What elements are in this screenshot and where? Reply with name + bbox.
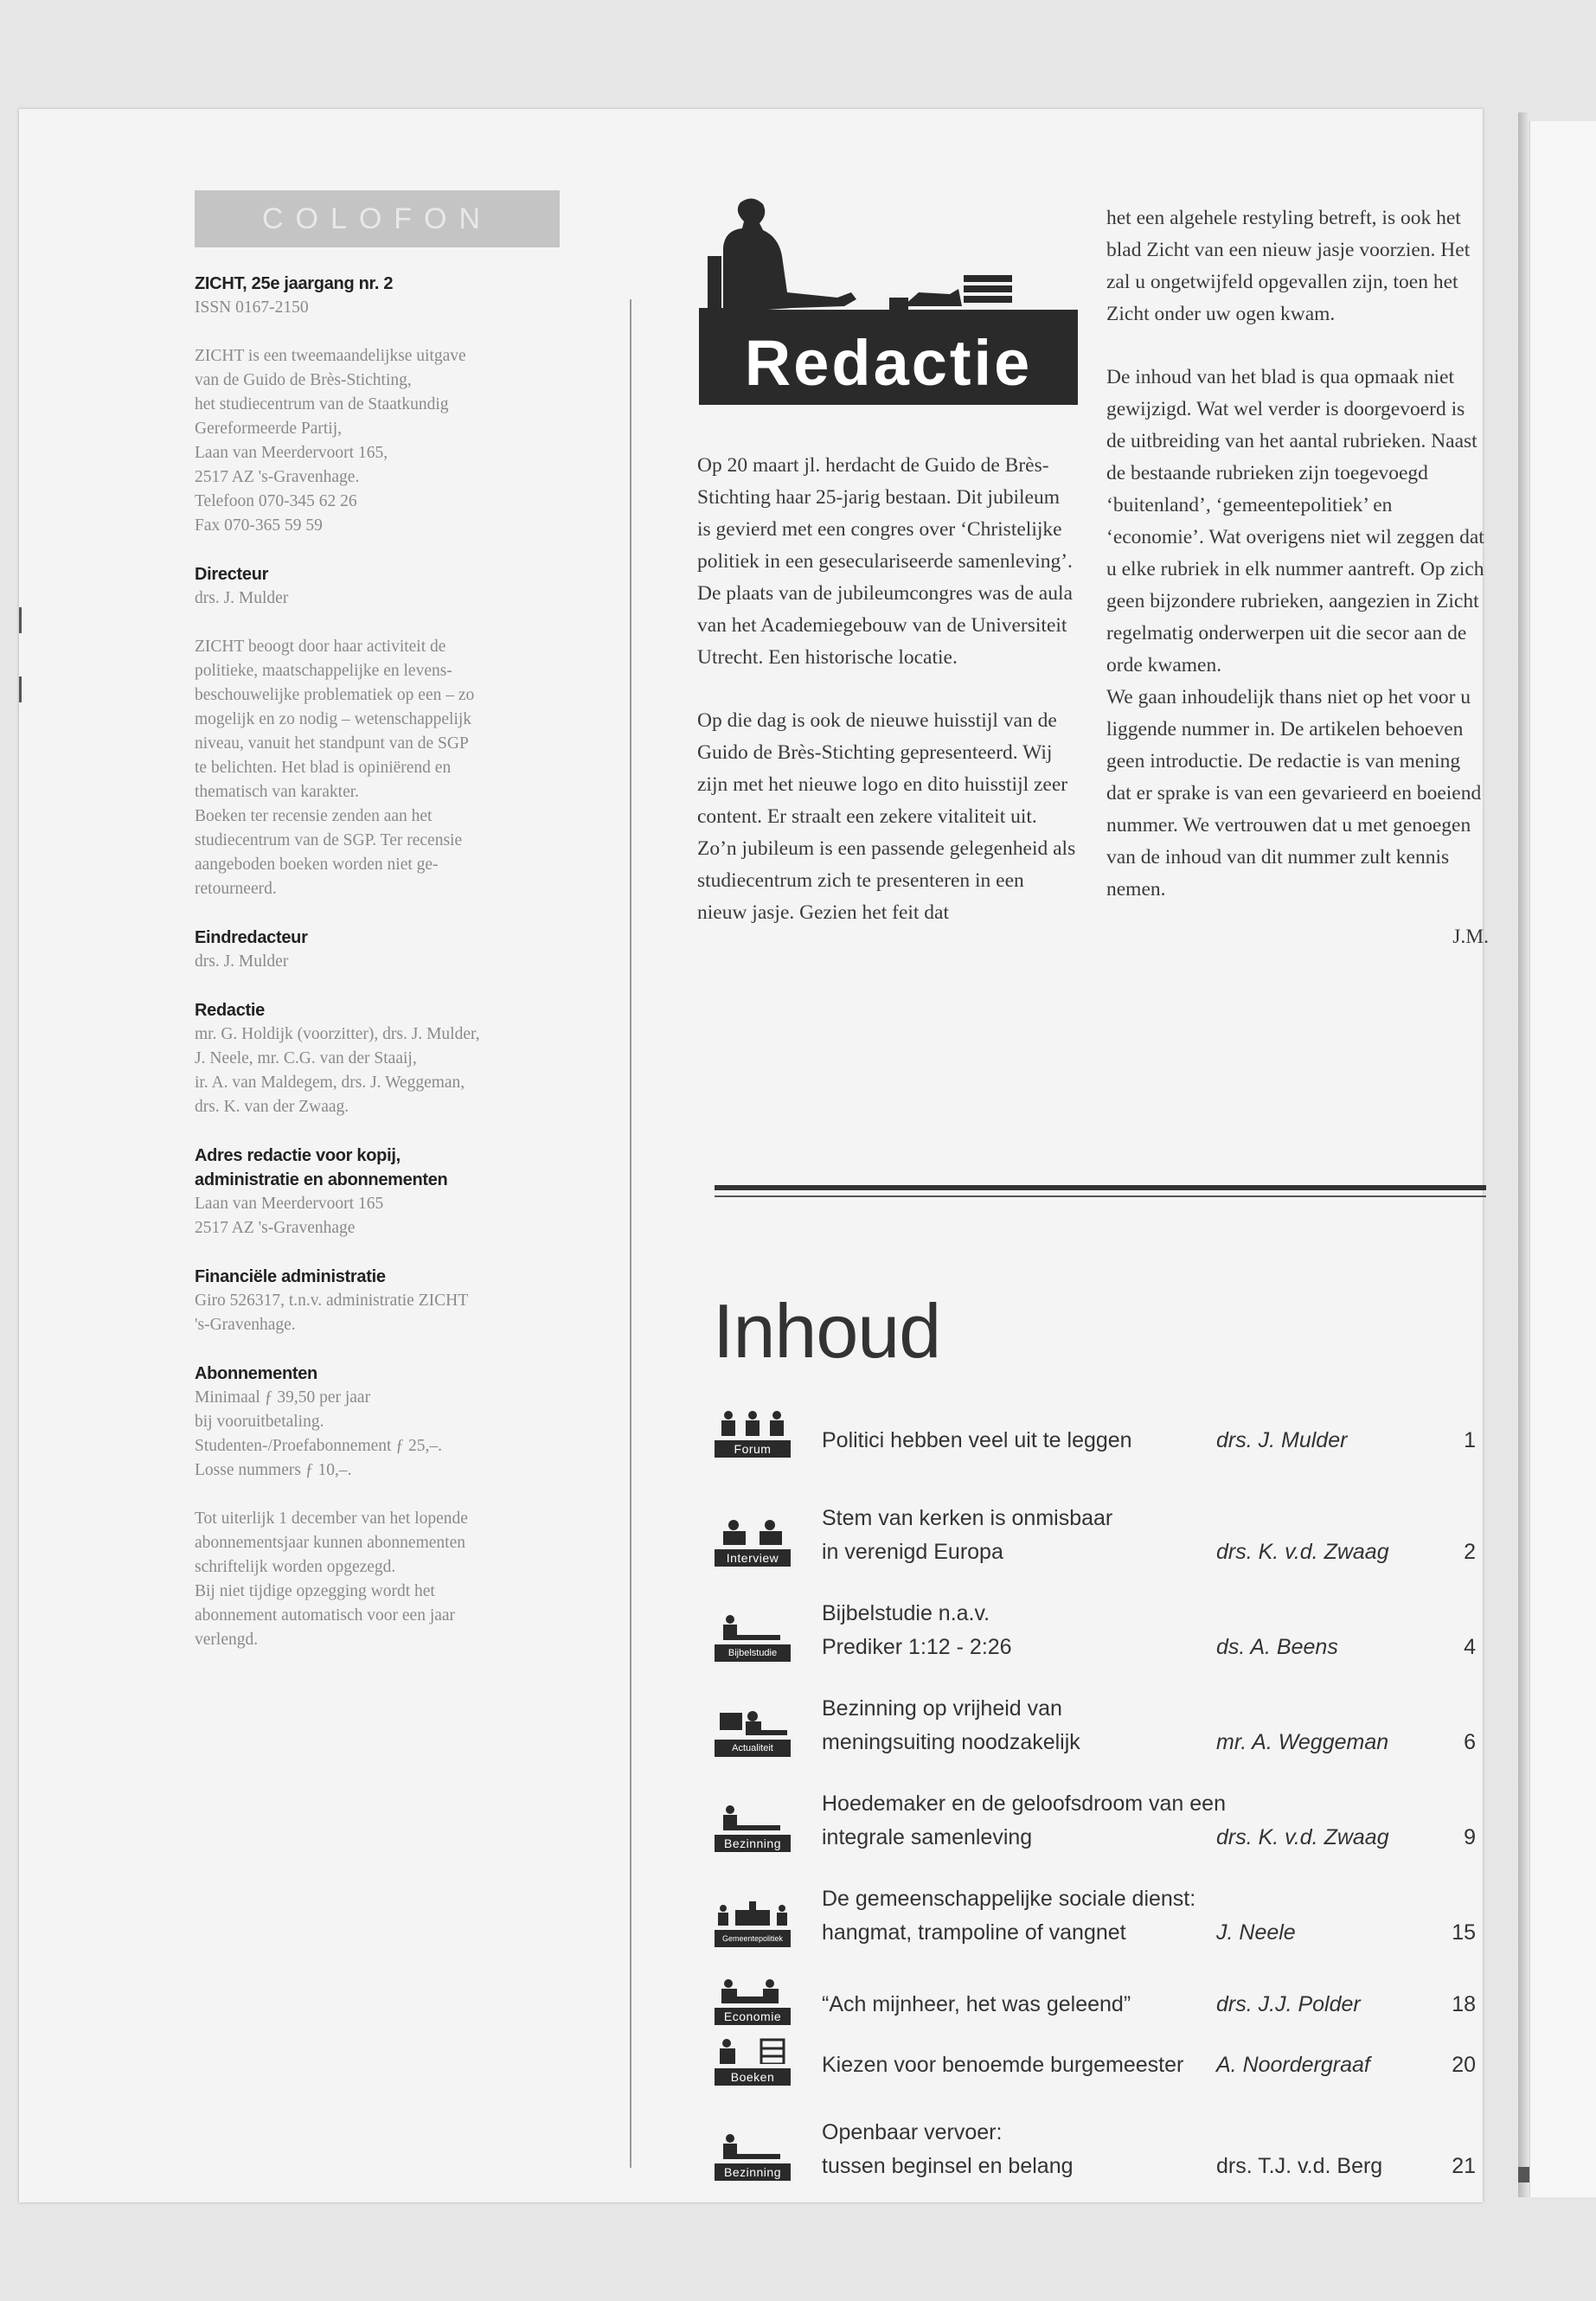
- toc-title-line1: Bezinning op vrijheid van: [822, 1696, 1062, 1721]
- column-divider: [630, 299, 631, 2168]
- adres-value: Laan van Meerdervoort 165 2517 AZ 's-Gravenhage: [195, 1195, 384, 1237]
- financieel-label: Financiële administratie: [195, 1267, 386, 1286]
- newspaper-reader-icon: [715, 1709, 791, 1735]
- toc-page-number: 18: [1452, 1992, 1476, 2016]
- rubric-badge: [715, 1614, 791, 1662]
- redactie-logo-text: Redactie: [699, 322, 1078, 405]
- rubric-badge: [715, 1519, 791, 1567]
- colofon-issn: ISSN 0167-2150: [195, 298, 309, 317]
- toc-title-line2: in verenigd Europa: [822, 1540, 1003, 1564]
- eindredacteur-value: drs. J. Mulder: [195, 952, 289, 971]
- toc-title-line1: Openbaar vervoer:: [822, 2120, 1003, 2144]
- colofon-column: [195, 190, 584, 1652]
- opzegging-text: Tot uiterlijk 1 december van het lopende abonnementsjaar kunnen abonnementen schriftelijk worden opgezegd. Bij niet tijdige opzegging wordt het abonnement automatisch voor een jaar verlengd.: [195, 1509, 468, 1649]
- editorial-signature: J.M.: [1452, 926, 1489, 948]
- rubric-label: Bezinning: [715, 2163, 791, 2181]
- rubric-badge: [715, 2133, 791, 2181]
- eindredacteur-label: Eindredacteur: [195, 928, 308, 947]
- toc-title-line1: “Ach mijnheer, het was geleend”: [822, 1992, 1131, 2016]
- toc-title-line1: Kiezen voor benoemde burgemeester: [822, 2053, 1184, 2077]
- rubric-label: Forum: [715, 1440, 791, 1458]
- margin-mark: [19, 607, 22, 633]
- toc-author: drs. K. v.d. Zwaag: [1216, 1540, 1389, 1564]
- toc-page-number: 6: [1464, 1730, 1476, 1754]
- toc-title-line1: Hoedemaker en de geloofsdroom van een: [822, 1791, 1226, 1816]
- toc-page-number: 1: [1464, 1428, 1476, 1452]
- magazine-page: [19, 109, 1489, 2202]
- colofon-title: ZICHT, 25e jaargang nr. 2: [195, 274, 394, 293]
- rubric-label: Gemeentepolitiek: [715, 1930, 791, 1947]
- toc-author: drs. T.J. v.d. Berg: [1216, 2154, 1383, 2178]
- directeur-value: drs. J. Mulder: [195, 589, 289, 607]
- toc-author: drs. K. v.d. Zwaag: [1216, 1825, 1389, 1849]
- toc-author: drs. J. Mulder: [1216, 1428, 1348, 1452]
- toc-author: ds. A. Beens: [1216, 1635, 1338, 1659]
- financieel-value: Giro 526317, t.n.v. administratie ZICHT 's-Gravenhage.: [195, 1292, 469, 1334]
- colofon-header: COLOFON: [195, 190, 560, 247]
- toc-author: drs. J.J. Polder: [1216, 1992, 1361, 2016]
- rubric-badge: [715, 1977, 791, 2025]
- forum-people-icon: [715, 1410, 791, 1436]
- desk-figure-icon: [699, 195, 1078, 325]
- toc-author: A. Noordergraaf: [1216, 2053, 1370, 2077]
- economy-figures-icon: [715, 1977, 791, 2003]
- editorial-paragraph-3: het een algehele restyling betreft, is ook het blad Zicht van een nieuw jasje voorzien. Het zal u ongetwijfeld opgevallen zijn, toen het Zicht onder uw ogen kwam.: [1106, 207, 1471, 325]
- margin-mark: [19, 676, 22, 702]
- toc-author: mr. A. Weggeman: [1216, 1730, 1389, 1754]
- directeur-label: Directeur: [195, 565, 269, 584]
- rubric-badge: [715, 1804, 791, 1852]
- toc-title-line1: Bijbelstudie n.a.v.: [822, 1601, 990, 1625]
- toc-title-line2: hangmat, trampoline of vangnet: [822, 1920, 1126, 1945]
- toc-page-number: 15: [1452, 1920, 1476, 1945]
- redactie-label: Redactie: [195, 1001, 265, 1020]
- inhoud-title: Inhoud: [713, 1288, 941, 1374]
- toc-title-line1: De gemeenschappelijke sociale dienst:: [822, 1887, 1196, 1911]
- editorial-column-left: [697, 450, 1078, 929]
- next-page-edge: [1529, 121, 1596, 2197]
- toc-title-line1: Stem van kerken is onmisbaar: [822, 1506, 1113, 1530]
- rubric-label: Bezinning: [715, 1835, 791, 1852]
- rubric-badge: [715, 1410, 791, 1458]
- thinker-icon: [715, 2133, 791, 2159]
- colofon-about: ZICHT beoogt door haar activiteit de politieke, maatschappelijke en levens- beschouwelijke problematiek op een – zo mogelijk en zo nodig – wetenschappelijk niveau, vanuit het standpunt van de SGP te belichten. Het blad is opiniërend en thematisch van karakter. Boeken ter recensie zenden aan het studiecentrum van de SGP. Ter recensie aangeboden boeken worden niet ge- retourneerd.: [195, 638, 475, 898]
- toc-title-line2: integrale samenleving: [822, 1825, 1033, 1849]
- reader-icon: [715, 1614, 791, 1640]
- thinker-icon: [715, 1804, 791, 1830]
- toc-title-line2: tussen beginsel en belang: [822, 2154, 1074, 2178]
- interview-people-icon: [715, 1519, 791, 1545]
- abonnementen-label: Abonnementen: [195, 1364, 317, 1383]
- editorial-column-right: [1106, 202, 1489, 953]
- rubric-label: Boeken: [715, 2068, 791, 2086]
- book-spine: [1518, 112, 1530, 2197]
- rubric-label: Actualiteit: [715, 1740, 791, 1757]
- toc-page-number: 21: [1452, 2154, 1476, 2178]
- editorial-paragraph-5: We gaan inhoudelijk thans niet op het voor u liggende nummer in. De artikelen behoeven geen introductie. De redactie is van mening dat er sprake is van een gevarieerd en boeiend nummer. We vertrouwen dat u met genoegen van de inhoud van dit nummer zult kennis nemen.: [1106, 686, 1482, 901]
- abonnementen-value: Minimaal ƒ 39,50 per jaar bij vooruitbetaling. Studenten-/Proefabonnement ƒ 25,–. Losse nummers ƒ 10,–.: [195, 1388, 442, 1479]
- toc-title-line2: Prediker 1:12 - 2:26: [822, 1635, 1012, 1659]
- editorial-paragraph-4: De inhoud van het blad is qua opmaak niet gewijzigd. Wat wel verder is doorgevoerd is de uitbreiding van het aantal rubrieken. Naast de bestaande rubrieken zijn toegevoegd ‘buitenland’, ‘gemeentepolitiek’ en ‘economie’. Wat overigens niet wil zeggen dat u elke rubriek in elk nummer aantreft. Op zich geen bijzondere rubrieken, aangezien in Zicht regelmatig onderwerpen uit die secor aan de orde kwamen.: [1106, 366, 1484, 676]
- section-rule-thin: [715, 1195, 1486, 1197]
- rubric-badge: [715, 1709, 791, 1757]
- toc-page-number: 9: [1464, 1825, 1476, 1849]
- rubric-badge: [715, 1900, 791, 1947]
- rubric-badge: [715, 2038, 791, 2086]
- toc-page-number: 2: [1464, 1540, 1476, 1564]
- section-rule: [715, 1185, 1486, 1190]
- town-hall-icon: [715, 1900, 791, 1926]
- editorial-paragraph-1: Op 20 maart jl. herdacht de Guido de Brès-Stichting haar 25-jarig bestaan. Dit jubileum is gevierd met een congres over ‘Christelijke politiek in een geseculariseerde samenleving’. De plaats van de jubileumcongres was de aula van het Academiegebouw van de Universiteit Utrecht. Een historische locatie.: [697, 454, 1073, 669]
- redactie-logo: [699, 195, 1078, 412]
- books-reader-icon: [715, 2038, 791, 2064]
- toc-author: J. Neele: [1216, 1920, 1296, 1945]
- redactie-members: mr. G. Holdijk (voorzitter), drs. J. Mulder, J. Neele, mr. C.G. van der Staaij, ir. A. van Maldegem, drs. J. Weggeman, drs. K. van der Zwaag.: [195, 1025, 480, 1116]
- toc-title-line1: Politici hebben veel uit te leggen: [822, 1428, 1132, 1452]
- adres-label: Adres redactie voor kopij, administratie en abonnementen: [195, 1146, 448, 1189]
- toc-page-number: 4: [1464, 1635, 1476, 1659]
- rubric-label: Interview: [715, 1549, 791, 1567]
- editorial-paragraph-2: Op die dag is ook de nieuwe huisstijl van de Guido de Brès-Stichting gepresenteerd. Wij zijn met het nieuwe logo en dito huisstijl zeer content. Er straalt een zekere vitaliteit uit. Zo’n jubileum is een passende gelegenheid als studiecentrum zich te presenteren in een nieuw jasje. Gezien het feit dat: [697, 709, 1076, 924]
- colofon-intro: ZICHT is een tweemaandelijkse uitgave van de Guido de Brès-Stichting, het studiecentrum van de Staatkundig Gereformeerde Partij, Laan van Meerdervoort 165, 2517 AZ 's-Gravenhage. Telefoon 070-345 62 26 Fax 070-365 59 59: [195, 347, 466, 535]
- toc-page-number: 20: [1452, 2053, 1476, 2077]
- rubric-label: Bijbelstudie: [715, 1644, 791, 1662]
- toc-title-line2: meningsuiting noodzakelijk: [822, 1730, 1080, 1754]
- rubric-label: Economie: [715, 2008, 791, 2025]
